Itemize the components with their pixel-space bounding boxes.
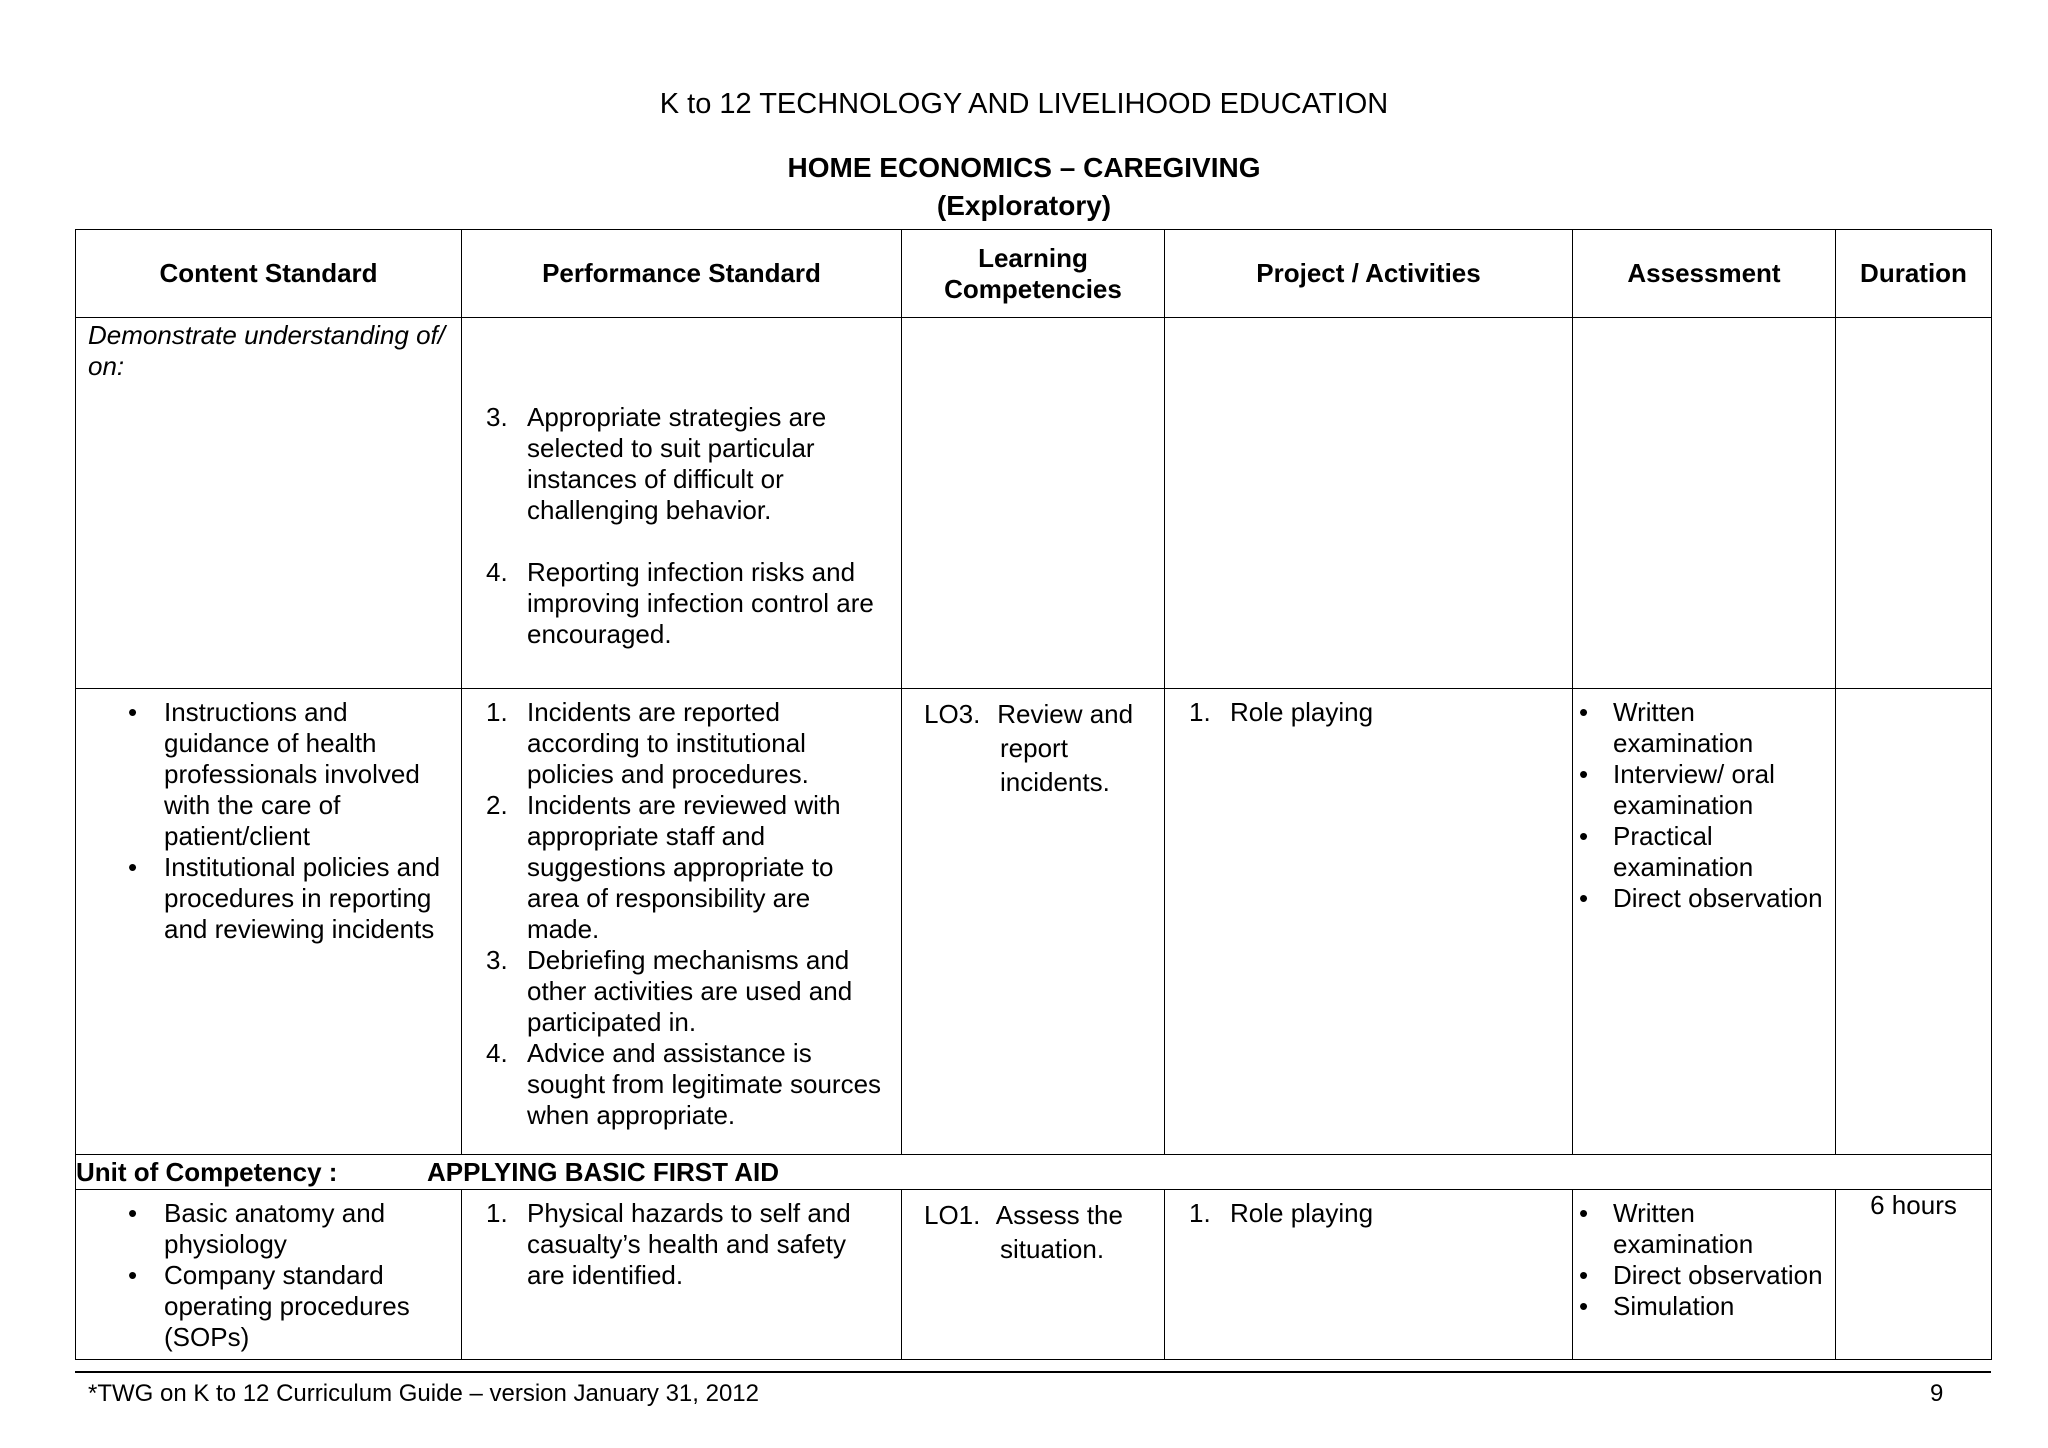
list-item: 4. Reporting infection risks and improving infection control are encouraged. bbox=[486, 557, 874, 649]
list-item: • Interview/ oral examination bbox=[1579, 759, 1775, 820]
list-item: 3. Debriefing mechanisms and other activities are used and participated in. bbox=[486, 945, 853, 1037]
lo-label: LO3. bbox=[924, 699, 981, 729]
header-row bbox=[76, 230, 1992, 318]
performance-standard-cell bbox=[462, 689, 902, 1155]
assessment-cell bbox=[1573, 689, 1836, 1155]
lo-label: LO1. bbox=[924, 1200, 981, 1230]
list-item: 1. Role playing bbox=[1189, 1198, 1374, 1228]
lo-text: Review and bbox=[997, 699, 1134, 729]
content-standard-cell bbox=[76, 689, 462, 1155]
table-row bbox=[76, 318, 1992, 689]
project-cell bbox=[1165, 1190, 1573, 1360]
assessment-list bbox=[1573, 697, 1823, 914]
list-item: • Written examination bbox=[1579, 1198, 1754, 1259]
content-intro: Demonstrate understanding of/ on: bbox=[88, 320, 445, 381]
lo-text: Assess the bbox=[995, 1200, 1123, 1230]
header-duration: Duration bbox=[1836, 230, 1992, 318]
list-item: 4. Advice and assistance is sought from legitimate sources when appropriate. bbox=[486, 1038, 882, 1130]
list-item: 1. Physical hazards to self and casualty’s health and safety are identified. bbox=[486, 1198, 851, 1290]
list-item: 2. Incidents are reviewed with appropriate staff and suggestions appropriate to area of responsibility are made. bbox=[486, 790, 841, 944]
document-subtitle-2: (Exploratory) bbox=[936, 190, 1112, 221]
learning-competency-cell bbox=[902, 1190, 1165, 1360]
lo-text-rest: report incidents. bbox=[1000, 733, 1110, 797]
list-item: • Written examination bbox=[1579, 697, 1754, 758]
page-number: 9 bbox=[1930, 1380, 1944, 1407]
performance-list bbox=[474, 697, 889, 1131]
list-item: • Instructions and guidance of health professionals involved with the care of patient/client bbox=[128, 697, 420, 851]
performance-list bbox=[474, 1198, 889, 1291]
content-list bbox=[76, 697, 449, 945]
learning-competency-cell bbox=[902, 689, 1165, 1155]
project-cell bbox=[1165, 689, 1573, 1155]
unit-name: APPLYING BASIC FIRST AID bbox=[427, 1156, 780, 1187]
table-row bbox=[76, 689, 1992, 1155]
content-list bbox=[76, 1198, 449, 1353]
assessment-list bbox=[1573, 1198, 1823, 1322]
list-item: • Simulation bbox=[1579, 1291, 1735, 1321]
document-title: K to 12 TECHNOLOGY AND LIVELIHOOD EDUCATION bbox=[659, 88, 1389, 120]
list-item: • Direct observation bbox=[1579, 1260, 1823, 1290]
table-row bbox=[76, 1190, 1992, 1360]
header-project-activities: Project / Activities bbox=[1165, 230, 1573, 318]
document-subtitle: HOME ECONOMICS – CAREGIVING bbox=[787, 152, 1261, 183]
performance-standard-cell bbox=[462, 318, 902, 689]
unit-of-competency-row bbox=[76, 1155, 1992, 1190]
curriculum-table bbox=[75, 229, 1992, 1360]
footer-divider bbox=[75, 1371, 1991, 1373]
header-performance-standard: Performance Standard bbox=[462, 230, 902, 318]
header-learning-competencies: Learning Competencies bbox=[902, 230, 1165, 318]
footer-text: *TWG on K to 12 Curriculum Guide – version January 31, 2012 bbox=[88, 1380, 759, 1407]
header-assessment: Assessment bbox=[1573, 230, 1836, 318]
list-item: • Institutional policies and procedures in reporting and reviewing incidents bbox=[128, 852, 441, 944]
content-standard-cell bbox=[76, 318, 462, 689]
unit-label: Unit of Competency : bbox=[76, 1156, 338, 1187]
list-item: • Company standard operating procedures (SOPs) bbox=[128, 1260, 410, 1352]
list-item: 3. Appropriate strategies are selected to suit particular instances of difficult or challenging behavior. bbox=[486, 402, 827, 525]
performance-standard-cell bbox=[462, 1190, 902, 1360]
list-item: • Direct observation bbox=[1579, 883, 1823, 913]
list-item: • Basic anatomy and physiology bbox=[128, 1198, 386, 1259]
lo-text-rest: situation. bbox=[1000, 1234, 1105, 1264]
duration-cell: 6 hours bbox=[1836, 1190, 1992, 1360]
header-content-standard: Content Standard bbox=[76, 230, 462, 318]
performance-list bbox=[474, 402, 889, 650]
assessment-cell bbox=[1573, 1190, 1836, 1360]
content-standard-cell bbox=[76, 1190, 462, 1360]
list-item: 1. Incidents are reported according to institutional policies and procedures. bbox=[486, 697, 809, 789]
list-item: • Practical examination bbox=[1579, 821, 1754, 882]
list-item: 1. Role playing bbox=[1189, 697, 1374, 727]
